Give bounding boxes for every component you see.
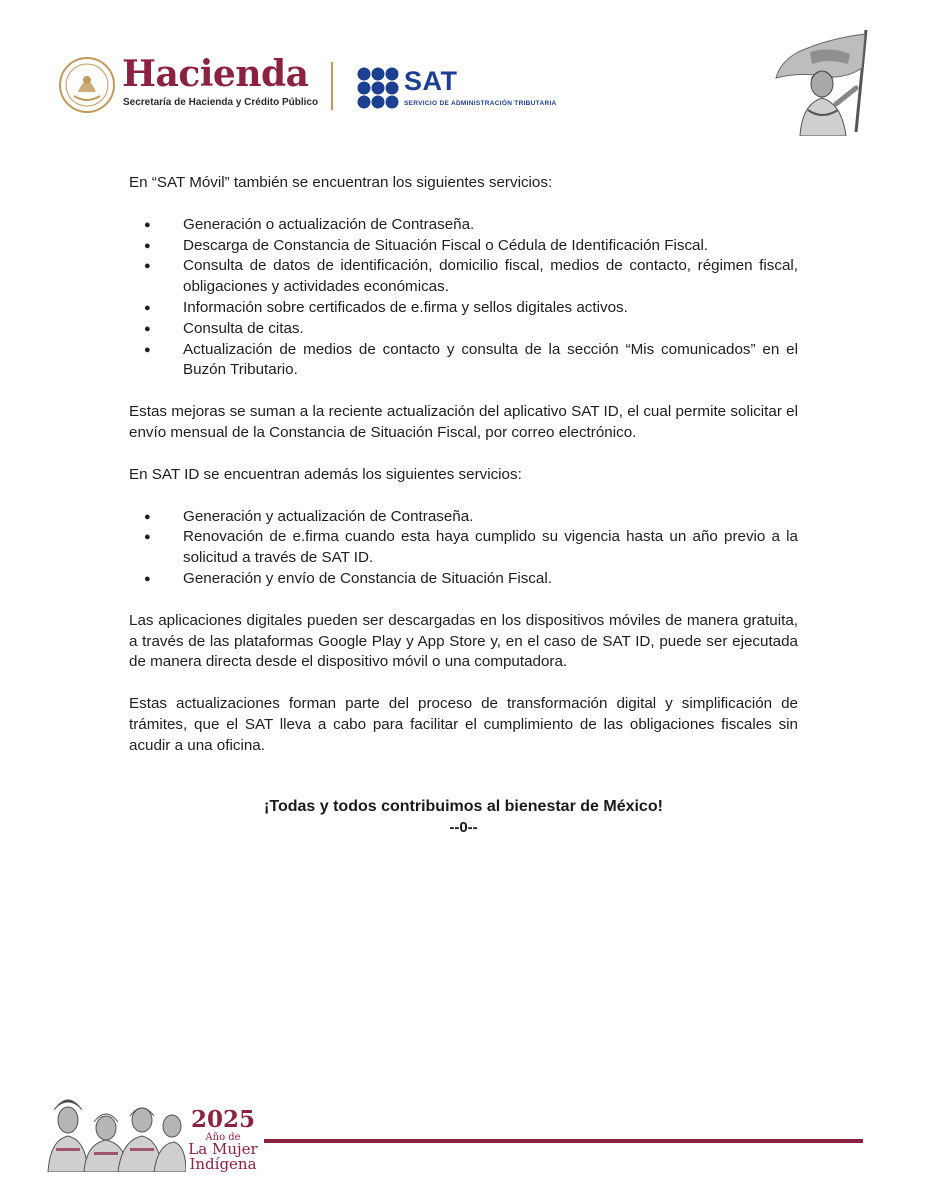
hacienda-subtitle: Secretaría de Hacienda y Crédito Público xyxy=(123,97,319,108)
list-item: ● Consulta de citas. xyxy=(129,319,798,340)
footer-year: 2025 xyxy=(190,1106,255,1133)
footer-year-line-1: Año de xyxy=(205,1132,241,1143)
bullet-icon: ● xyxy=(144,322,151,335)
list-item: ● Información sobre certificados de e.firma y sellos digitales activos. xyxy=(129,298,798,319)
list-item: ● Descarga de Constancia de Situación Fiscal o Cédula de Identificación Fiscal. xyxy=(129,236,798,257)
bullet-icon: ● xyxy=(144,531,151,544)
sat-movil-services-list xyxy=(129,215,798,381)
paragraph-descarga: Las aplicaciones digitales pueden ser descargadas en los dispositivos móviles de manera gratuita, a través de las plataformas Google Play y App Store y, en el caso de SAT ID, puede ser ejecutada de manera directa desde el dispositivo móvil o una computadora. xyxy=(129,611,798,671)
sat-subtitle: SERVICIO DE ADMINISTRACIÓN TRIBUTARIA xyxy=(404,100,557,107)
bullet-icon: ● xyxy=(144,572,151,585)
sat-movil-intro: En “SAT Móvil” también se encuentran los siguientes servicios: xyxy=(129,174,553,191)
woman-with-flag-illustration xyxy=(770,28,874,136)
header-divider xyxy=(331,62,333,110)
bullet-icon: ● xyxy=(144,239,151,252)
national-seal-icon xyxy=(58,56,116,114)
list-item: ● Actualización de medios de contacto y consulta de la sección “Mis comunicados” en el Buzón Tributario. xyxy=(144,340,798,379)
bullet-icon: ● xyxy=(144,301,151,314)
bullet-icon: ● xyxy=(144,343,151,356)
footer-year-line-2: La Mujer xyxy=(188,1140,258,1158)
hacienda-title: Hacienda xyxy=(122,53,309,95)
bullet-icon: ● xyxy=(144,218,151,231)
bullet-icon: ● xyxy=(144,510,151,523)
footer-year-line-3: Indígena xyxy=(189,1155,257,1173)
sat-id-intro: En SAT ID se encuentran además los siguientes servicios: xyxy=(129,465,522,483)
indigenous-women-illustration xyxy=(46,1090,186,1172)
list-item: ● Renovación de e.firma cuando esta haya cumplido su vigencia hasta un año previo a la solicitud a través de SAT ID. xyxy=(144,528,798,567)
sat-logo-icon xyxy=(356,66,400,110)
sat-id-services-list xyxy=(129,507,798,590)
list-item: ● Generación o actualización de Contraseña. xyxy=(129,215,798,236)
footer-rule xyxy=(264,1139,863,1143)
list-item: ● Consulta de datos de identificación, domicilio fiscal, medios de contacto, régimen fiscal, obligaciones y actividades económicas. xyxy=(144,257,798,296)
bullet-icon: ● xyxy=(144,260,151,273)
sat-title: SAT xyxy=(404,66,458,96)
closing-slogan: ¡Todas y todos contribuimos al bienestar de México! xyxy=(264,798,663,815)
paragraph-transformacion: Estas actualizaciones forman parte del proceso de transformación digital y simplificación de trámites, que el SAT lleva a cabo para facilitar el cumplimiento de las obligaciones fiscales sin acudir a una oficina. xyxy=(129,695,798,754)
press-release-body xyxy=(129,173,798,757)
list-item: ● Generación y envío de Constancia de Situación Fiscal. xyxy=(129,569,798,590)
paragraph-mejoras: Estas mejoras se suman a la reciente actualización del aplicativo SAT ID, el cual permite solicitar el envío mensual de la Constancia de Situación Fiscal, por correo electrónico. xyxy=(129,403,798,441)
letterhead xyxy=(0,0,927,150)
end-mark: --0-- xyxy=(449,819,478,836)
list-item: ● Generación y actualización de Contraseña. xyxy=(129,507,798,528)
